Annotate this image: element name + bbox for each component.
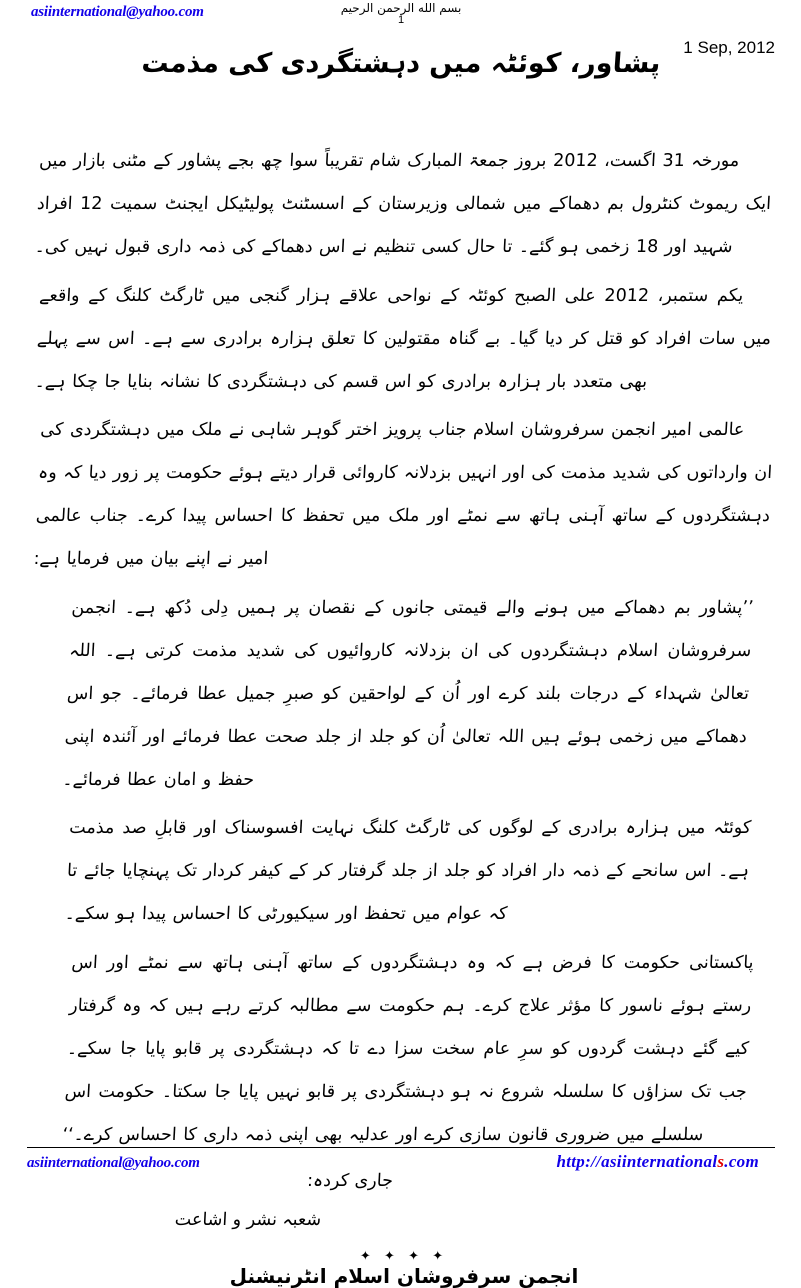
- footer-email-address[interactable]: asiinternational@yahoo.com: [27, 1155, 200, 1171]
- page-number: 1: [397, 14, 405, 26]
- body-paragraph: عالمی امیر انجمن سرفروشان اسلام جناب پرویز اختر گوہر شاہی نے ملک میں دہشتگردی کی ان وارداتوں کی شدید مذمت کی اور انہیں بزدلانہ کاروائی قرار دیتے ہوئے حکومت پر زور دیا کہ وہ دہشتگردوں کے ساتھ آہنی ہاتھ سے نمٹے اور ملک میں تحفظ کا احساس پیدا کرے۔ جناب عالمی امیر نے اپنے بیان میں فرمایا ہے:: [33, 420, 773, 569]
- footer-url-prefix: http://asiinternational: [556, 1152, 718, 1171]
- bismillah-text: بسم الله الرحمن الرحيم: [340, 1, 462, 15]
- quoted-statement-paragraph: کوئٹہ میں ہزارہ برادری کے لوگوں کی ٹارگٹ کلنگ نہایت افسوسناک اور قابلِ صد مذمت ہے۔ اس سانحے کے ذمہ دار افراد کو جلد از جلد گرفتار کر کے کیفر کردار تک پہنچایا جائے تا کہ عوام میں تحفظ اور سیکیورٹی کا احساس پیدا ہو سکے۔: [64, 818, 752, 924]
- press-release-page: [1, 0, 801, 1288]
- document-date: 1 Sep, 2012: [683, 38, 775, 57]
- body-paragraph: یکم ستمبر، 2012 علی الصبح کوئٹہ کے نواحی علاقے ہزار گنجی میں ٹارگٹ کلنگ کے واقعے میں سات افراد کو قتل کر دیا گیا۔ بے گناہ مقتولین کا تعلق ہزارہ برادری سے ہے۔ اس سے پہلے بھی متعدد بار ہزارہ برادری کو اس قسم کی دہشتگردی کا نشانہ بنایا جا چکا ہے۔: [34, 285, 772, 392]
- issued-by-label: جاری کردہ:: [306, 1171, 394, 1192]
- quoted-statement-paragraph: ’’پشاور بم دھماکے میں ہونے والے قیمتی جانوں کے نقصان پر ہمیں دِلی دُکھ ہے۔ انجمن سرفروشان اسلام دہشتگردوں کی ان بزدلانہ کاروائیوں کی شدید مذمت کرتی ہے۔ اللہ تعالیٰ شہداء کے درجات بلند کرے اور اُن کے لواحقین کو صبرِ جمیل عطا فرمائے۔ جو اس دھماکے میں زخمی ہوئے ہیں اللہ تعالیٰ اُن کو جلد از جلد صحت عطا فرمائے اور آئندہ اپنی حفظ و امان عطا فرمائے۔: [62, 597, 755, 790]
- document-footer: [27, 1147, 775, 1172]
- quoted-statement-paragraph: پاکستانی حکومت کا فرض ہے کہ وہ دہشتگردوں کے ساتھ آہنی ہاتھ سے نمٹے اور اس رستے ہوئے ناسور کا مؤثر علاج کرے۔ ہم حکومت سے مطالبہ کرتے رہے ہیں کہ وہ گرفتار کیے گئے دہشت گردوں کو سرِ عام سخت سزا دے تا کہ دہشتگردی پر قابو پایا جا سکے۔ جب تک سزاؤں کا سلسلہ شروع نہ ہو دہشتگردی پر قابو نہیں پایا جا سکتا۔ حکومت اس سلسلے میں ضروری قانون سازی کرے اور عدلیہ بھی اپنی ذمہ داری کا احساس کرے۔‘‘: [62, 952, 755, 1145]
- footer-website-url[interactable]: [556, 1152, 759, 1172]
- organization-name: انجمن سرفروشان اسلام انٹرنیشنل: [229, 1264, 579, 1288]
- document-header: [1, 0, 801, 110]
- signoff-block: [35, 1162, 773, 1239]
- issuing-department: شعبہ نشر و اشاعت: [174, 1209, 322, 1230]
- footer-url-suffix: .com: [724, 1152, 759, 1171]
- body-paragraph: مورخہ 31 اگست، 2012 بروز جمعۃ المبارک شام تقریباً سوا چھ بجے پشاور کے مٹنی بازار میں ایک ریموٹ کنٹرول بم دھماکے میں شمالی وزیرستان کے اسسٹنٹ پولیٹیکل ایجنٹ سمیت 12 افراد شہید اور 18 زخمی ہو گئے۔ تا حال کسی تنظیم نے اس دھماکے کی ذمہ داری قبول نہیں کی۔: [34, 151, 772, 257]
- page-title: پشاور، کوئٹہ میں دہشتگردی کی مذمت: [140, 48, 662, 79]
- header-email-address[interactable]: asiinternational@yahoo.com: [31, 4, 204, 20]
- footer-url-accent-letter: s: [717, 1152, 725, 1171]
- diamond-bullets-divider-icon: ✦ ✦ ✦ ✦: [359, 1248, 449, 1264]
